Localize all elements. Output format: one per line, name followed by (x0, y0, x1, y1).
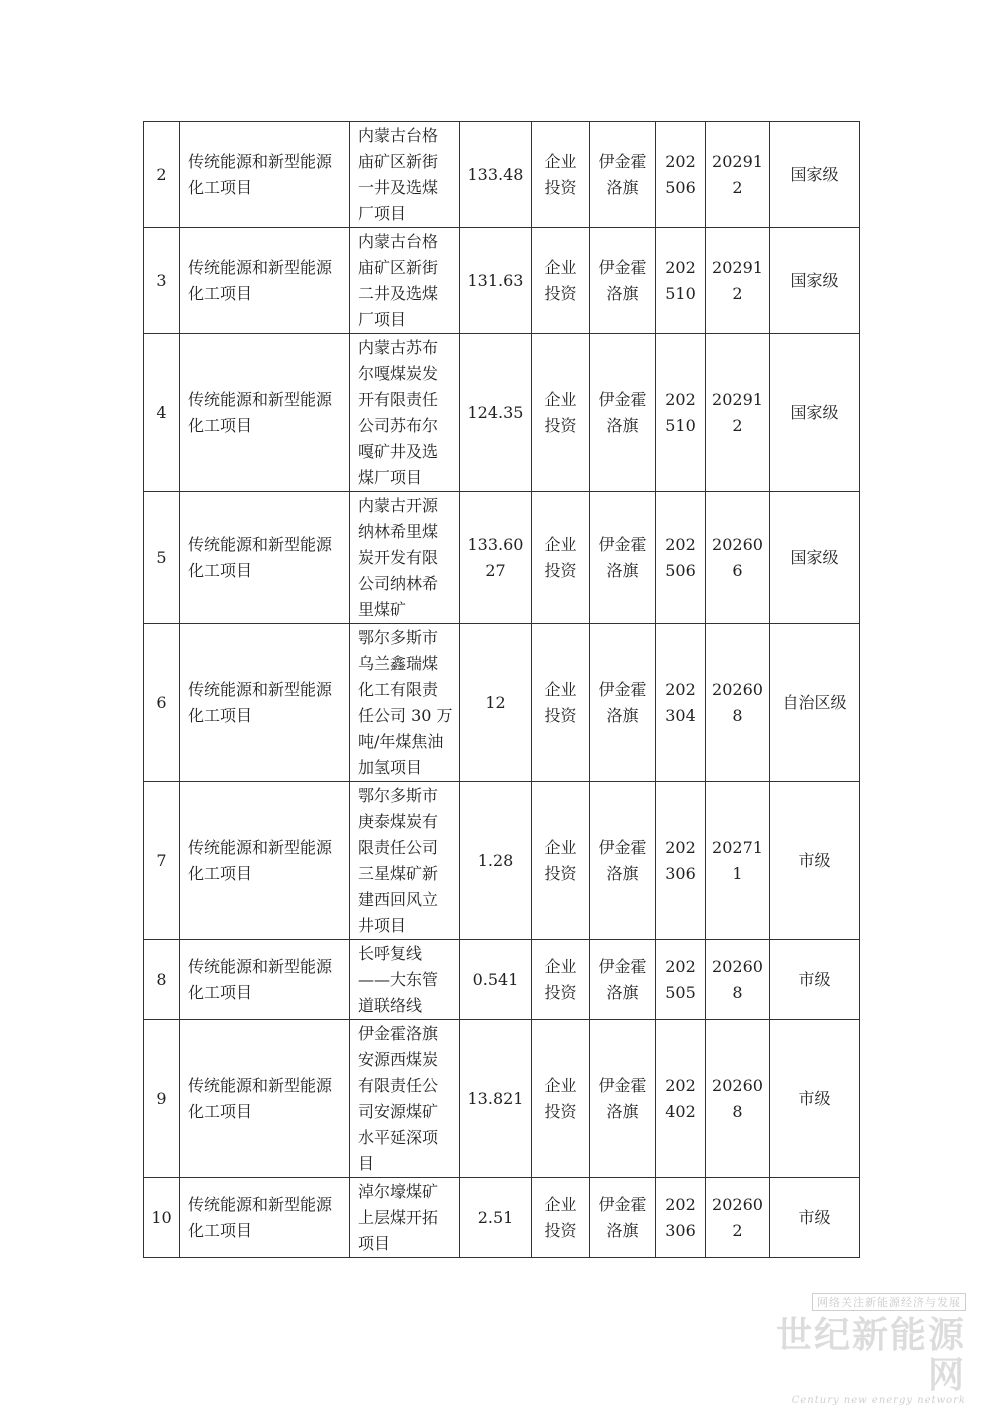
location-cell: 伊金霍洛旗 (590, 1020, 656, 1178)
end-date-cell: 202608 (706, 940, 770, 1020)
funding-type-cell: 企业投资 (532, 624, 590, 782)
funding-type-cell: 企业投资 (532, 492, 590, 624)
funding-type-cell: 企业投资 (532, 782, 590, 940)
category-cell: 传统能源和新型能源化工项目 (180, 228, 350, 334)
end-date-cell: 202608 (706, 624, 770, 782)
project-level-cell: 国家级 (770, 334, 860, 492)
funding-type-cell: 企业投资 (532, 1178, 590, 1258)
location-cell: 伊金霍洛旗 (590, 228, 656, 334)
investment-amount-cell: 133.48 (460, 122, 532, 228)
location-cell: 伊金霍洛旗 (590, 624, 656, 782)
category-cell: 传统能源和新型能源化工项目 (180, 940, 350, 1020)
location-cell: 伊金霍洛旗 (590, 122, 656, 228)
row-number: 2 (144, 122, 180, 228)
project-name-cell: 伊金霍洛旗安源西煤炭有限责任公司安源煤矿水平延深项目 (350, 1020, 460, 1178)
investment-amount-cell: 2.51 (460, 1178, 532, 1258)
row-number: 10 (144, 1178, 180, 1258)
watermark (766, 1291, 966, 1406)
table-row (144, 228, 860, 334)
investment-amount-cell: 0.541 (460, 940, 532, 1020)
row-number: 6 (144, 624, 180, 782)
funding-type-cell: 企业投资 (532, 122, 590, 228)
start-date-cell: 202304 (656, 624, 706, 782)
start-date-cell: 202402 (656, 1020, 706, 1178)
table-row (144, 782, 860, 940)
row-number: 5 (144, 492, 180, 624)
table-row (144, 940, 860, 1020)
end-date-cell: 202711 (706, 782, 770, 940)
project-name-cell: 内蒙古台格庙矿区新街二井及选煤厂项目 (350, 228, 460, 334)
funding-type-cell: 企业投资 (532, 1020, 590, 1178)
project-level-cell: 市级 (770, 940, 860, 1020)
location-cell: 伊金霍洛旗 (590, 940, 656, 1020)
project-name-cell: 长呼复线——大东管道联络线 (350, 940, 460, 1020)
start-date-cell: 202510 (656, 334, 706, 492)
start-date-cell: 202306 (656, 782, 706, 940)
table-row (144, 1020, 860, 1178)
project-level-cell: 市级 (770, 782, 860, 940)
project-level-cell: 自治区级 (770, 624, 860, 782)
location-cell: 伊金霍洛旗 (590, 782, 656, 940)
watermark-tagline: 网络关注新能源经济与发展 (812, 1293, 966, 1311)
project-level-cell: 国家级 (770, 122, 860, 228)
project-level-cell: 国家级 (770, 228, 860, 334)
investment-amount-cell: 12 (460, 624, 532, 782)
end-date-cell: 202912 (706, 334, 770, 492)
start-date-cell: 202506 (656, 492, 706, 624)
project-level-cell: 国家级 (770, 492, 860, 624)
investment-amount-cell: 1.28 (460, 782, 532, 940)
watermark-english: Century new energy network (791, 1395, 966, 1406)
start-date-cell: 202510 (656, 228, 706, 334)
start-date-cell: 202506 (656, 122, 706, 228)
row-number: 7 (144, 782, 180, 940)
category-cell: 传统能源和新型能源化工项目 (180, 334, 350, 492)
end-date-cell: 202606 (706, 492, 770, 624)
location-cell: 伊金霍洛旗 (590, 334, 656, 492)
investment-amount-cell: 124.35 (460, 334, 532, 492)
row-number: 9 (144, 1020, 180, 1178)
table-row (144, 624, 860, 782)
category-cell: 传统能源和新型能源化工项目 (180, 782, 350, 940)
project-name-cell: 鄂尔多斯市乌兰鑫瑞煤化工有限责任公司 30 万吨/年煤焦油加氢项目 (350, 624, 460, 782)
row-number: 3 (144, 228, 180, 334)
end-date-cell: 202912 (706, 122, 770, 228)
row-number: 8 (144, 940, 180, 1020)
project-name-cell: 内蒙古台格庙矿区新街一井及选煤厂项目 (350, 122, 460, 228)
watermark-logo-text: 世纪新能源网 (775, 1314, 966, 1396)
category-cell: 传统能源和新型能源化工项目 (180, 624, 350, 782)
funding-type-cell: 企业投资 (532, 940, 590, 1020)
category-cell: 传统能源和新型能源化工项目 (180, 1020, 350, 1178)
row-number: 4 (144, 334, 180, 492)
start-date-cell: 202306 (656, 1178, 706, 1258)
start-date-cell: 202505 (656, 940, 706, 1020)
category-cell: 传统能源和新型能源化工项目 (180, 122, 350, 228)
table-row (144, 1178, 860, 1258)
location-cell: 伊金霍洛旗 (590, 1178, 656, 1258)
table-row (144, 334, 860, 492)
end-date-cell: 202608 (706, 1020, 770, 1178)
investment-amount-cell: 133.6027 (460, 492, 532, 624)
funding-type-cell: 企业投资 (532, 334, 590, 492)
project-name-cell: 内蒙古苏布尔嘎煤炭发开有限责任公司苏布尔嘎矿井及选煤厂项目 (350, 334, 460, 492)
project-name-cell: 淖尔壕煤矿上层煤开拓项目 (350, 1178, 460, 1258)
project-level-cell: 市级 (770, 1178, 860, 1258)
project-table (143, 121, 860, 1258)
end-date-cell: 202602 (706, 1178, 770, 1258)
investment-amount-cell: 131.63 (460, 228, 532, 334)
table-row (144, 122, 860, 228)
location-cell: 伊金霍洛旗 (590, 492, 656, 624)
funding-type-cell: 企业投资 (532, 228, 590, 334)
investment-amount-cell: 13.821 (460, 1020, 532, 1178)
table-row (144, 492, 860, 624)
end-date-cell: 202912 (706, 228, 770, 334)
project-name-cell: 鄂尔多斯市庚泰煤炭有限责任公司三星煤矿新建西回风立井项目 (350, 782, 460, 940)
category-cell: 传统能源和新型能源化工项目 (180, 492, 350, 624)
project-name-cell: 内蒙古开源纳林希里煤炭开发有限公司纳林希里煤矿 (350, 492, 460, 624)
project-level-cell: 市级 (770, 1020, 860, 1178)
category-cell: 传统能源和新型能源化工项目 (180, 1178, 350, 1258)
